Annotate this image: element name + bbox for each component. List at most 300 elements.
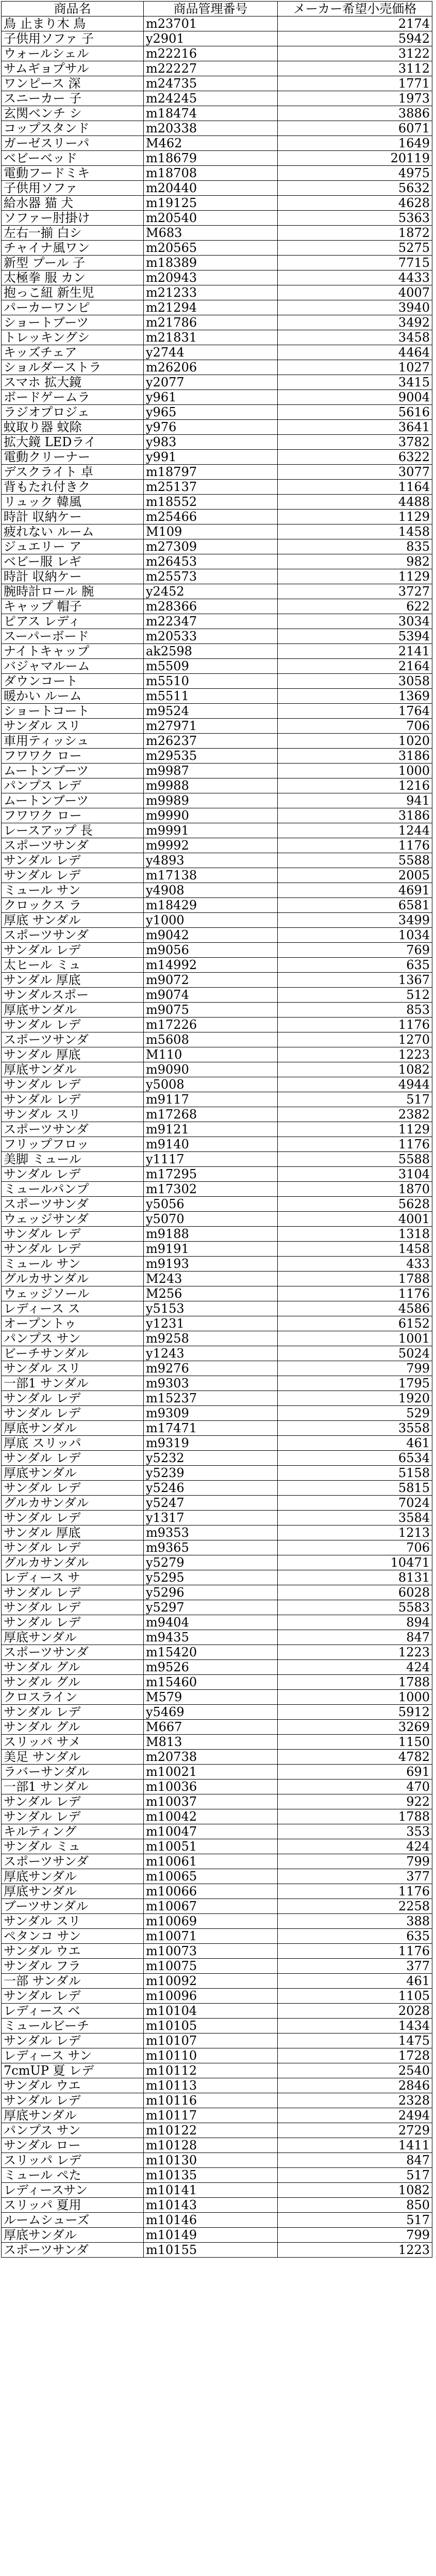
cell-product-code: y5232 — [144, 1451, 278, 1466]
cell-retail-price: 1129 — [278, 569, 432, 584]
table-row — [2, 495, 432, 510]
cell-product-code: m9989 — [144, 793, 278, 808]
table-row — [2, 1451, 432, 1466]
cell-product-code: m5511 — [144, 689, 278, 704]
cell-product-code: m9072 — [144, 973, 278, 988]
cell-product-name: 拡大鏡 LEDライ — [2, 435, 144, 450]
table-row — [2, 465, 432, 480]
table-row — [2, 1331, 432, 1346]
cell-product-name: ベビーベッド — [2, 151, 144, 166]
cell-retail-price: 3558 — [278, 1421, 432, 1436]
cell-product-code: M462 — [144, 136, 278, 151]
cell-product-name: パンプス レデ — [2, 778, 144, 793]
cell-product-name: サンダル スリ — [2, 719, 144, 734]
cell-product-name: サンダル レデ — [2, 1481, 144, 1496]
cell-retail-price: 1870 — [278, 1182, 432, 1197]
cell-retail-price: 1367 — [278, 973, 432, 988]
cell-product-code: M667 — [144, 1720, 278, 1735]
cell-retail-price: 10471 — [278, 1555, 432, 1570]
table-row — [2, 913, 432, 928]
table-row — [2, 1690, 432, 1705]
cell-retail-price: 691 — [278, 1765, 432, 1780]
cell-product-name: レディース サン — [2, 2048, 144, 2063]
cell-retail-price: 1764 — [278, 704, 432, 719]
table-row — [2, 46, 432, 61]
table-row — [2, 539, 432, 554]
cell-product-name: ベビー服 レギ — [2, 554, 144, 569]
cell-retail-price: 461 — [278, 1436, 432, 1451]
cell-product-name: ソファー肘掛け — [2, 211, 144, 226]
cell-retail-price: 1223 — [278, 2243, 432, 2258]
cell-product-code: m9121 — [144, 1122, 278, 1137]
cell-product-code: y1243 — [144, 1346, 278, 1361]
cell-product-name: 子供用ソファ — [2, 181, 144, 196]
cell-product-code: y965 — [144, 405, 278, 420]
table-row — [2, 599, 432, 614]
table-row — [2, 1316, 432, 1331]
table-row — [2, 1869, 432, 1884]
cell-product-code: m10069 — [144, 1914, 278, 1929]
table-row — [2, 76, 432, 91]
cell-product-name: スポーツサンダ — [2, 1122, 144, 1137]
cell-retail-price: 2164 — [278, 659, 432, 674]
cell-product-code: m20565 — [144, 241, 278, 256]
cell-product-name: スーパーボード — [2, 629, 144, 644]
cell-retail-price: 4628 — [278, 196, 432, 211]
cell-product-code: m10146 — [144, 2213, 278, 2228]
cell-retail-price: 706 — [278, 1540, 432, 1555]
cell-retail-price: 9004 — [278, 390, 432, 405]
table-row — [2, 450, 432, 465]
cell-product-code: m9353 — [144, 1526, 278, 1540]
cell-retail-price: 3886 — [278, 106, 432, 121]
cell-product-code: m5608 — [144, 1032, 278, 1047]
cell-product-name: 厚底サンダル — [2, 2108, 144, 2123]
cell-retail-price: 1458 — [278, 1242, 432, 1257]
cell-product-code: y5296 — [144, 1585, 278, 1600]
table-row — [2, 1107, 432, 1122]
cell-product-name: パンプス サン — [2, 1331, 144, 1346]
table-row — [2, 181, 432, 196]
cell-product-code: M813 — [144, 1735, 278, 1750]
cell-retail-price: 1458 — [278, 524, 432, 539]
cell-product-code: m27971 — [144, 719, 278, 734]
cell-product-code: m25466 — [144, 510, 278, 524]
table-row — [2, 569, 432, 584]
cell-product-code: m10112 — [144, 2063, 278, 2078]
table-row — [2, 584, 432, 599]
cell-product-name: サンダル レデ — [2, 1391, 144, 1406]
table-row — [2, 1555, 432, 1570]
table-row — [2, 1286, 432, 1301]
table-row — [2, 16, 432, 31]
cell-product-code: M109 — [144, 524, 278, 539]
cell-product-name: 蚊取り器 蚊除 — [2, 420, 144, 435]
table-row — [2, 330, 432, 345]
cell-retail-price: 353 — [278, 1824, 432, 1839]
cell-retail-price: 4433 — [278, 270, 432, 285]
cell-product-name: ナイトキャップ — [2, 644, 144, 659]
table-row — [2, 1794, 432, 1809]
cell-product-code: m9117 — [144, 1092, 278, 1107]
cell-product-code: y5239 — [144, 1466, 278, 1481]
table-row — [2, 1570, 432, 1585]
cell-product-code: m20540 — [144, 211, 278, 226]
table-row — [2, 868, 432, 883]
cell-retail-price: 4691 — [278, 883, 432, 898]
cell-retail-price: 2005 — [278, 868, 432, 883]
cell-product-name: 電動クリーナー — [2, 450, 144, 465]
cell-retail-price: 7715 — [278, 256, 432, 270]
cell-retail-price: 635 — [278, 958, 432, 973]
cell-product-code: m10037 — [144, 1794, 278, 1809]
cell-product-name: ジュエリー ア — [2, 539, 144, 554]
cell-retail-price: 388 — [278, 1914, 432, 1929]
cell-retail-price: 894 — [278, 1615, 432, 1630]
cell-product-code: m20533 — [144, 629, 278, 644]
table-row — [2, 1854, 432, 1869]
table-row — [2, 1929, 432, 1944]
cell-retail-price: 433 — [278, 1257, 432, 1272]
cell-product-name: サンダル グル — [2, 1660, 144, 1675]
cell-product-name: ムートンブーツ — [2, 764, 144, 778]
table-row — [2, 106, 432, 121]
table-row — [2, 1436, 432, 1451]
table-row — [2, 943, 432, 958]
cell-retail-price: 6152 — [278, 1316, 432, 1331]
cell-product-code: y5008 — [144, 1077, 278, 1092]
cell-retail-price: 5583 — [278, 1600, 432, 1615]
cell-product-name: オープントゥ — [2, 1316, 144, 1331]
table-row — [2, 614, 432, 629]
header-product-code: 商品管理番号 — [144, 2, 278, 16]
cell-product-code: y5056 — [144, 1197, 278, 1212]
cell-product-name: リュック 韓風 — [2, 495, 144, 510]
cell-product-code: m9140 — [144, 1137, 278, 1152]
cell-product-name: チャイナ風ワン — [2, 241, 144, 256]
cell-product-code: m10092 — [144, 1974, 278, 1989]
table-row — [2, 345, 432, 360]
cell-retail-price: 2141 — [278, 644, 432, 659]
cell-product-code: m18429 — [144, 898, 278, 913]
table-row — [2, 629, 432, 644]
cell-product-code: m9988 — [144, 778, 278, 793]
table-row — [2, 1481, 432, 1496]
cell-retail-price: 1795 — [278, 1376, 432, 1391]
cell-retail-price: 512 — [278, 988, 432, 1003]
table-row — [2, 524, 432, 539]
table-row — [2, 1003, 432, 1018]
cell-retail-price: 1001 — [278, 1331, 432, 1346]
cell-retail-price: 1920 — [278, 1391, 432, 1406]
cell-product-name: サンダル レデ — [2, 2093, 144, 2108]
table-row — [2, 2108, 432, 2123]
cell-retail-price: 6534 — [278, 1451, 432, 1466]
cell-product-code: y1117 — [144, 1152, 278, 1167]
cell-retail-price: 5588 — [278, 853, 432, 868]
header-retail-price: メーカー希望小売価格 — [278, 2, 432, 16]
cell-retail-price: 1216 — [278, 778, 432, 793]
cell-retail-price: 1150 — [278, 1735, 432, 1750]
cell-product-code: m9042 — [144, 928, 278, 943]
cell-product-code: m24735 — [144, 76, 278, 91]
cell-product-code: m15237 — [144, 1391, 278, 1406]
cell-retail-price: 4944 — [278, 1077, 432, 1092]
cell-product-name: ウェッジサンダ — [2, 1212, 144, 1227]
cell-product-code: m22347 — [144, 614, 278, 629]
cell-product-code: m9991 — [144, 823, 278, 838]
cell-product-name: サンダル レデ — [2, 1406, 144, 1421]
table-row — [2, 689, 432, 704]
cell-retail-price: 6071 — [278, 121, 432, 136]
cell-retail-price: 461 — [278, 1974, 432, 1989]
table-row — [2, 2168, 432, 2183]
table-row — [2, 1212, 432, 1227]
table-row — [2, 778, 432, 793]
table-row — [2, 2093, 432, 2108]
cell-retail-price: 5942 — [278, 31, 432, 46]
cell-product-code: m10130 — [144, 2153, 278, 2168]
cell-product-name: サンダル スリ — [2, 1107, 144, 1122]
table-row — [2, 270, 432, 285]
cell-retail-price: 1034 — [278, 928, 432, 943]
cell-product-name: 美足 サンダル — [2, 1750, 144, 1765]
table-row — [2, 704, 432, 719]
cell-product-code: y5070 — [144, 1212, 278, 1227]
table-row — [2, 121, 432, 136]
table-row — [2, 1272, 432, 1286]
cell-product-name: 電動フードミキ — [2, 166, 144, 181]
cell-product-name: サンダル 厚底 — [2, 1526, 144, 1540]
cell-retail-price: 1973 — [278, 91, 432, 106]
cell-product-code: m10075 — [144, 1959, 278, 1974]
cell-retail-price: 4586 — [278, 1301, 432, 1316]
table-row — [2, 1032, 432, 1047]
cell-retail-price: 3727 — [278, 584, 432, 599]
cell-retail-price: 3122 — [278, 46, 432, 61]
table-row — [2, 151, 432, 166]
table-row — [2, 196, 432, 211]
table-row — [2, 435, 432, 450]
cell-product-code: m22216 — [144, 46, 278, 61]
table-row — [2, 1257, 432, 1272]
cell-product-name: レディース サ — [2, 1570, 144, 1585]
table-row — [2, 1167, 432, 1182]
cell-product-code: m15420 — [144, 1645, 278, 1660]
cell-product-name: ブーツサンダル — [2, 1899, 144, 1914]
cell-product-name: スポーツサンダ — [2, 2243, 144, 2258]
table-row — [2, 1615, 432, 1630]
cell-product-code: m17302 — [144, 1182, 278, 1197]
cell-product-code: m10149 — [144, 2228, 278, 2243]
table-row — [2, 1765, 432, 1780]
cell-product-code: m18474 — [144, 106, 278, 121]
table-row — [2, 1092, 432, 1107]
cell-product-code: m9303 — [144, 1376, 278, 1391]
cell-retail-price: 1771 — [278, 76, 432, 91]
cell-product-name: 厚底サンダル — [2, 1869, 144, 1884]
cell-retail-price: 922 — [278, 1794, 432, 1809]
cell-product-code: m10036 — [144, 1780, 278, 1794]
cell-product-name: 抱っこ紐 新生児 — [2, 285, 144, 300]
cell-product-code: y2901 — [144, 31, 278, 46]
cell-retail-price: 1176 — [278, 1286, 432, 1301]
cell-product-code: m9188 — [144, 1227, 278, 1242]
table-row — [2, 1720, 432, 1735]
cell-product-name: ミュールパンプ — [2, 1182, 144, 1197]
cell-retail-price: 1129 — [278, 510, 432, 524]
cell-product-code: M110 — [144, 1047, 278, 1062]
cell-product-name: レディース ベ — [2, 2004, 144, 2019]
table-row — [2, 808, 432, 823]
table-row — [2, 2004, 432, 2019]
cell-retail-price: 1270 — [278, 1032, 432, 1047]
table-row — [2, 1944, 432, 1959]
table-row — [2, 823, 432, 838]
cell-retail-price: 1176 — [278, 1137, 432, 1152]
table-row — [2, 1182, 432, 1197]
cell-product-name: サンダル レデ — [2, 1585, 144, 1600]
cell-product-name: ラジオプロジェ — [2, 405, 144, 420]
cell-product-code: y1000 — [144, 913, 278, 928]
table-row — [2, 61, 432, 76]
cell-product-name: 厚底サンダル — [2, 1466, 144, 1481]
table-row — [2, 1750, 432, 1765]
cell-retail-price: 4975 — [278, 166, 432, 181]
cell-product-name: 時計 収納ケー — [2, 569, 144, 584]
cell-product-name: 玄関ベンチ シ — [2, 106, 144, 121]
cell-retail-price: 1082 — [278, 2183, 432, 2198]
cell-product-code: ak2598 — [144, 644, 278, 659]
table-row — [2, 1227, 432, 1242]
cell-retail-price: 1369 — [278, 689, 432, 704]
cell-product-name: サンダル レデ — [2, 1794, 144, 1809]
cell-product-code: m17138 — [144, 868, 278, 883]
cell-product-name: トレッキングシ — [2, 330, 144, 345]
cell-product-name: サンダル ロー — [2, 2138, 144, 2153]
cell-product-code: m18679 — [144, 151, 278, 166]
table-row — [2, 2033, 432, 2048]
cell-product-code: m10042 — [144, 1809, 278, 1824]
cell-product-name: サンダル レデ — [2, 1077, 144, 1092]
table-row — [2, 2078, 432, 2093]
cell-product-name: 鳥 止まり木 鳥 — [2, 16, 144, 31]
cell-retail-price: 4001 — [278, 1212, 432, 1227]
table-row — [2, 1989, 432, 2004]
cell-product-name: ルームシューズ — [2, 2213, 144, 2228]
cell-retail-price: 799 — [278, 1854, 432, 1869]
cell-product-code: m10104 — [144, 2004, 278, 2019]
cell-product-code: m10141 — [144, 2183, 278, 2198]
table-row — [2, 2243, 432, 2258]
cell-product-code: m21786 — [144, 315, 278, 330]
table-row — [2, 2183, 432, 2198]
cell-product-name: サンダル レデ — [2, 1511, 144, 1526]
table-row — [2, 480, 432, 495]
cell-product-name: パーカーワンピ — [2, 300, 144, 315]
cell-product-code: m9992 — [144, 838, 278, 853]
cell-product-code: m10107 — [144, 2033, 278, 2048]
cell-retail-price: 3641 — [278, 420, 432, 435]
table-row — [2, 1645, 432, 1660]
cell-product-name: 車用ティッシュ — [2, 734, 144, 749]
cell-retail-price: 1649 — [278, 136, 432, 151]
cell-product-code: m20738 — [144, 1750, 278, 1765]
cell-retail-price: 2540 — [278, 2063, 432, 2078]
table-row — [2, 1301, 432, 1316]
cell-product-code: m20440 — [144, 181, 278, 196]
cell-retail-price: 2028 — [278, 2004, 432, 2019]
cell-product-name: サンダル レデ — [2, 1705, 144, 1720]
cell-product-name: サンダル レデ — [2, 1092, 144, 1107]
cell-product-name: サンダル レデ — [2, 1227, 144, 1242]
table-row — [2, 554, 432, 569]
table-row — [2, 734, 432, 749]
cell-retail-price: 853 — [278, 1003, 432, 1018]
cell-product-name: サンダル レデ — [2, 1451, 144, 1466]
cell-product-name: ワンピース 深 — [2, 76, 144, 91]
cell-retail-price: 5616 — [278, 405, 432, 420]
cell-product-code: m21831 — [144, 330, 278, 345]
cell-product-name: ミュール サン — [2, 1257, 144, 1272]
cell-retail-price: 3112 — [278, 61, 432, 76]
cell-product-name: レディース ス — [2, 1301, 144, 1316]
cell-product-name: キルティング — [2, 1824, 144, 1839]
cell-product-name: サンダル レデ — [2, 1018, 144, 1032]
header-row — [2, 2, 432, 16]
cell-product-name: サンダル グル — [2, 1675, 144, 1690]
cell-retail-price: 3584 — [278, 1511, 432, 1526]
cell-product-name: クロックス ラ — [2, 898, 144, 913]
cell-retail-price: 1213 — [278, 1526, 432, 1540]
cell-product-code: m9990 — [144, 808, 278, 823]
product-price-table — [1, 1, 432, 2258]
table-row — [2, 1018, 432, 1032]
cell-product-name: 左右一揃 白シ — [2, 226, 144, 241]
cell-retail-price: 529 — [278, 1406, 432, 1421]
cell-product-name: 厚底サンダル — [2, 1421, 144, 1436]
table-row — [2, 1361, 432, 1376]
cell-product-name: 時計 収納ケー — [2, 510, 144, 524]
cell-product-code: y991 — [144, 450, 278, 465]
table-row — [2, 1899, 432, 1914]
cell-product-code: m9319 — [144, 1436, 278, 1451]
cell-retail-price: 3058 — [278, 674, 432, 689]
cell-product-name: サムギョプサル — [2, 61, 144, 76]
cell-product-name: サンダル レデ — [2, 1167, 144, 1182]
cell-product-name: レディースサン — [2, 2183, 144, 2198]
cell-product-code: y5279 — [144, 1555, 278, 1570]
cell-product-code: m10051 — [144, 1839, 278, 1854]
cell-product-name: 一部1 サンダル — [2, 1780, 144, 1794]
table-row — [2, 136, 432, 151]
table-row — [2, 1062, 432, 1077]
cell-product-code: m10117 — [144, 2108, 278, 2123]
cell-retail-price: 7024 — [278, 1496, 432, 1511]
cell-retail-price: 4488 — [278, 495, 432, 510]
cell-product-name: ミュール サン — [2, 883, 144, 898]
cell-product-name: サンダル グル — [2, 1720, 144, 1735]
cell-retail-price: 847 — [278, 1630, 432, 1645]
table-row — [2, 1346, 432, 1361]
cell-product-name: サンダル レデ — [2, 1989, 144, 2004]
cell-product-code: m10155 — [144, 2243, 278, 2258]
cell-retail-price: 3104 — [278, 1167, 432, 1182]
table-row — [2, 2048, 432, 2063]
cell-product-name: スポーツサンダ — [2, 1854, 144, 1869]
cell-product-name: グルカサンダル — [2, 1496, 144, 1511]
cell-product-code: m10143 — [144, 2198, 278, 2213]
